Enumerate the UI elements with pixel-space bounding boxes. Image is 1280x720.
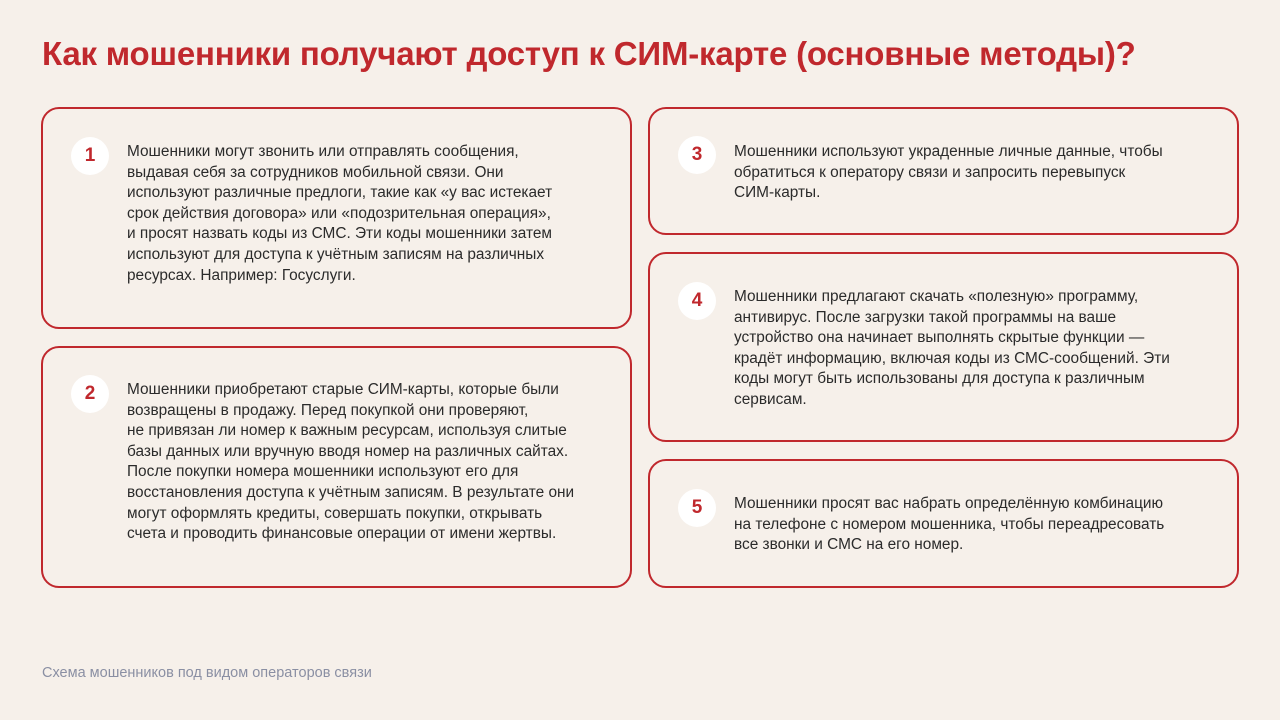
method-card-3 bbox=[648, 107, 1239, 235]
description-line: СИМ-карты. bbox=[734, 184, 821, 202]
description-line: используют различные предлоги, такие как «у вас истекает bbox=[127, 184, 553, 202]
description-line: все звонки и СМС на его номер. bbox=[734, 536, 964, 554]
description-line: Мошенники могут звонить или отправлять сообщения, bbox=[127, 143, 519, 160]
method-card-5 bbox=[648, 459, 1239, 588]
page-title: Как мошенники получают доступ к СИМ-карте (основные методы)? bbox=[42, 35, 1136, 72]
description-line: возвращены в продажу. Перед покупкой они проверяют, bbox=[127, 401, 529, 419]
description-line: сервисам. bbox=[734, 390, 807, 408]
step-number-badge: 5 bbox=[678, 489, 716, 527]
method-card-4 bbox=[648, 252, 1239, 442]
description-line: ресурсах. Например: Госуслуги. bbox=[127, 266, 356, 284]
description-line: обратиться к оператору связи и запросить перевыпуск bbox=[734, 163, 1126, 181]
description-line: срок действия договора» или «подозрительная операция», bbox=[127, 204, 551, 222]
method-card-2 bbox=[41, 346, 632, 588]
step-number-badge: 1 bbox=[71, 137, 109, 175]
description-line: Мошенники используют украденные личные данные, чтобы bbox=[734, 143, 1163, 160]
description-line: устройство она начинает выполнять скрытые функции — bbox=[734, 329, 1145, 347]
description-line: используют для доступа к учётным записям на различных bbox=[127, 245, 545, 263]
footer-caption: Схема мошенников под видом операторов связи bbox=[42, 665, 372, 681]
description-line: счета и проводить финансовые операции от имени жертвы. bbox=[127, 525, 557, 543]
description-line: могут оформлять кредиты, совершать покупки, открывать bbox=[127, 504, 543, 522]
description-line: не привязан ли номер к важным ресурсам, используя слитые bbox=[127, 422, 567, 440]
description-line: на телефоне с номером мошенника, чтобы переадресовать bbox=[734, 515, 1165, 533]
method-description bbox=[127, 380, 574, 545]
method-description bbox=[734, 142, 1163, 204]
description-line: Мошенники просят вас набрать определённую комбинацию bbox=[734, 495, 1164, 512]
description-line: крадёт информацию, включая коды из СМС-сообщений. Эти bbox=[734, 349, 1170, 367]
method-description bbox=[734, 494, 1164, 556]
step-number-badge: 2 bbox=[71, 375, 109, 413]
description-line: базы данных или вручную вводя номер на различных сайтах. bbox=[127, 442, 569, 460]
description-line: коды могут быть использованы для доступа к различным bbox=[734, 370, 1145, 388]
description-line: и просят назвать коды из СМС. Эти коды мошенники затем bbox=[127, 225, 552, 243]
method-card-1 bbox=[41, 107, 632, 329]
description-line: восстановления доступа к учётным записям. В результате они bbox=[127, 483, 575, 501]
description-line: После покупки номера мошенники используют его для bbox=[127, 463, 519, 481]
description-line: Мошенники предлагают скачать «полезную» программу, bbox=[734, 288, 1139, 305]
description-line: антивирус. После загрузки такой программы на ваше bbox=[734, 308, 1117, 326]
description-line: Мошенники приобретают старые СИМ-карты, которые были bbox=[127, 381, 559, 398]
description-line: выдавая себя за сотрудников мобильной связи. Они bbox=[127, 163, 504, 181]
step-number-badge: 4 bbox=[678, 282, 716, 320]
step-number-badge: 3 bbox=[678, 136, 716, 174]
method-description bbox=[734, 287, 1170, 411]
method-description bbox=[127, 142, 552, 286]
